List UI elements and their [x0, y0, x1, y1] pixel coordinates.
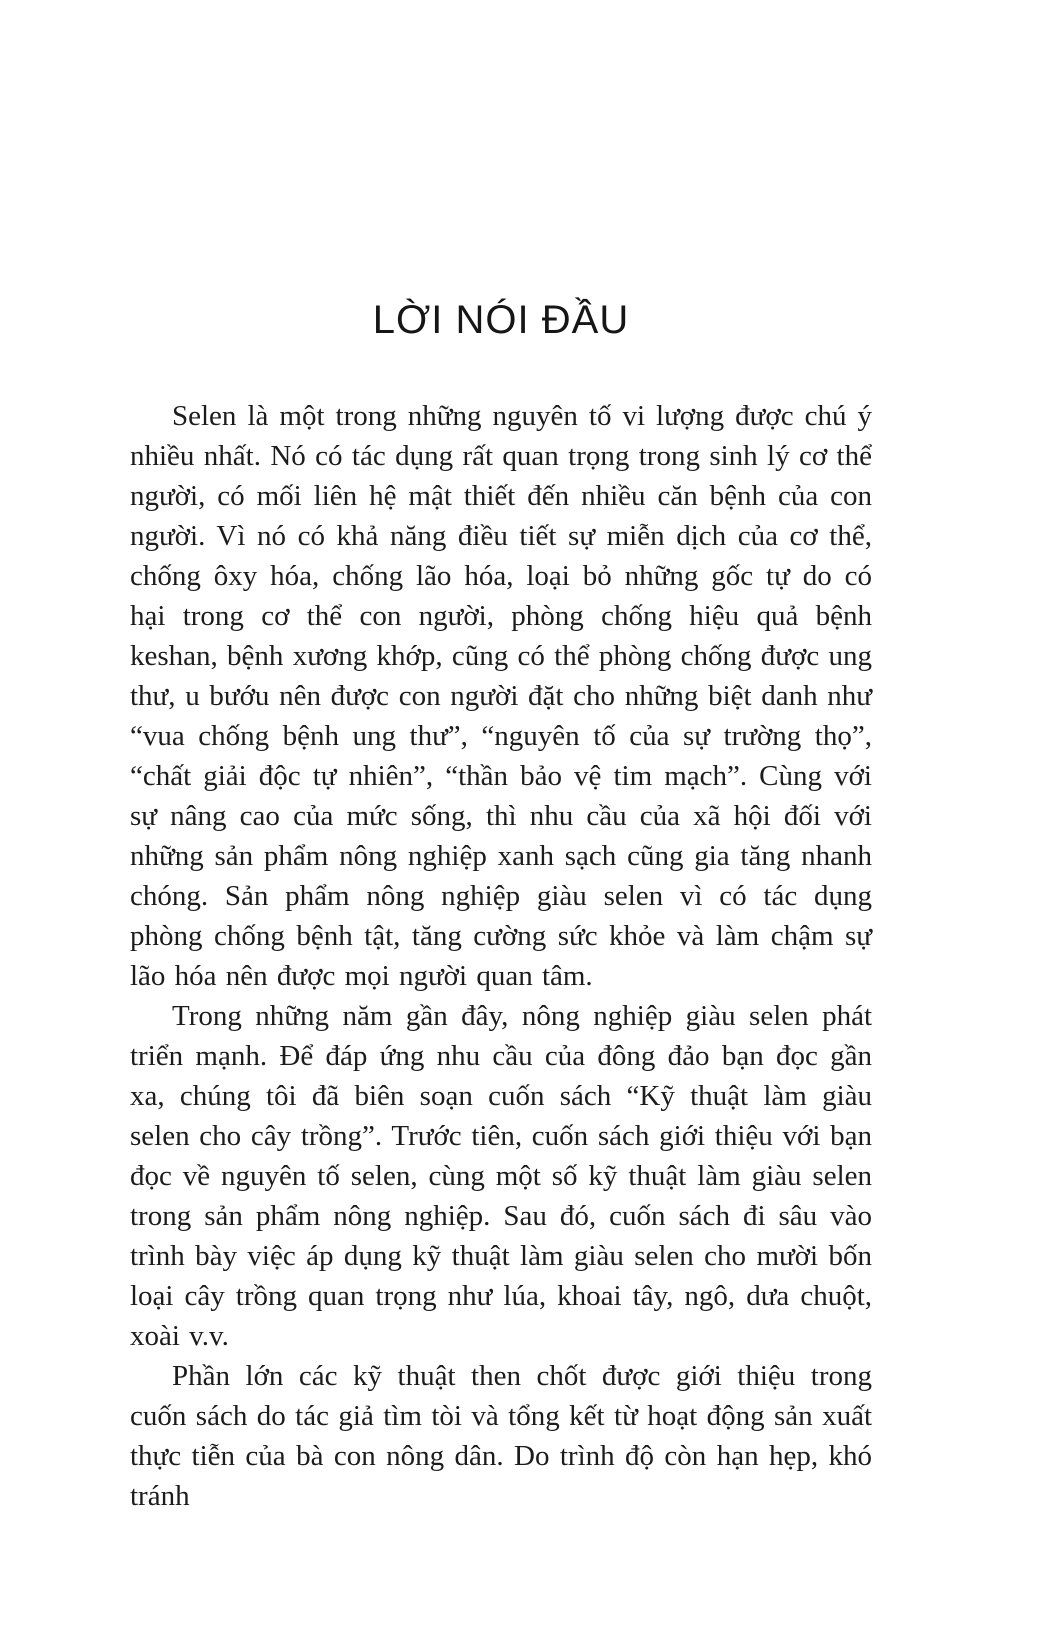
paragraph-3: Phần lớn các kỹ thuật then chốt được giới thiệu trong cuốn sách do tác giả tìm tòi và tổng kết từ hoạt động sản xuất thực tiễn của bà con nông dân. Do trình độ còn hạn hẹp, khó tránh — [130, 1360, 872, 1512]
paragraph-2: Trong những năm gần đây, nông nghiệp giàu selen phát triển mạnh. Để đáp ứng nhu cầu của đông đảo bạn đọc gần xa, chúng tôi đã biên soạn cuốn sách “Kỹ thuật làm giàu selen cho cây trồng”. Trước tiên, cuốn sách giới thiệu với bạn đọc về nguyên tố selen, cùng một số kỹ thuật làm giàu selen trong sản phẩm nông nghiệp. Sau đó, cuốn sách đi sâu vào trình bày việc áp dụng kỹ thuật làm giàu selen cho mười bốn loại cây trồng quan trọng như lúa, khoai tây, ngô, dưa chuột, xoài v.v. — [130, 1000, 872, 1352]
paragraph-1: Selen là một trong những nguyên tố vi lượng được chú ý nhiều nhất. Nó có tác dụng rất quan trọng trong sinh lý cơ thể người, có mối liên hệ mật thiết đến nhiều căn bệnh của con người. Vì nó có khả năng điều tiết sự miễn dịch của cơ thể, chống ôxy hóa, chống lão hóa, loại bỏ những gốc tự do có hại trong cơ thể con người, phòng chống hiệu quả bệnh keshan, bệnh xương khớp, cũng có thể phòng chống được ung thư, u bướu nên được con người đặt cho những biệt danh như “vua chống bệnh ung thư”, “nguyên tố của sự trường thọ”, “chất giải độc tự nhiên”, “thần bảo vệ tim mạch”. Cùng với sự nâng cao của mức sống, thì nhu cầu của xã hội đối với những sản phẩm nông nghiệp xanh sạch cũng gia tăng nhanh chóng. Sản phẩm nông nghiệp giàu selen vì có tác dụng phòng chống bệnh tật, tăng cường sức khỏe và làm chậm sự lão hóa nên được mọi người quan tâm. — [130, 400, 872, 992]
page-content — [130, 396, 872, 1516]
page-title: LỜI NÓI ĐẦU — [372, 298, 630, 342]
